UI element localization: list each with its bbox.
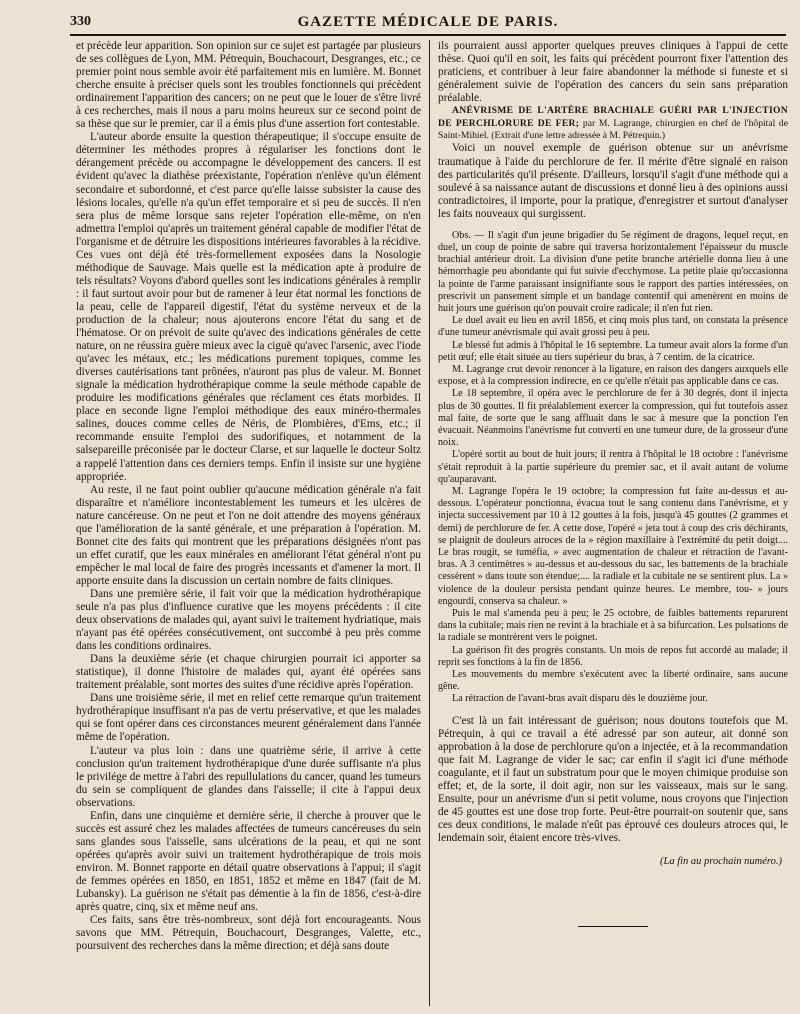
observation-block <box>438 230 788 706</box>
paragraph: Au reste, il ne faut point oublier qu'aucune médication générale n'a fait disparaître et n'améliore incontestablement les tumeurs et les ulcères de nature cancéreuse. On ne peut et l'on ne doit attendre des moyens généraux que l'amélioration de la santé générale, et une préparation à l'opération. M. Bonnet cite des faits qui montrent que les préparations désignées n'ont pas un effet curatif, que les eaux minérales en améliorant l'état général n'ont pu empêcher le mal local de faire des progrès incessants et d'amener la mort. Il apporte ensuite dans la discussion un certain nombre de faits cliniques. <box>76 483 421 587</box>
continuation-note: (La fin au prochain numéro.) <box>659 856 782 868</box>
paragraph: Dans la deuxième série (et chaque chirurgien pourrait ici apporter sa statistique), il donne l'histoire de malades qui, ayant été opérées sans traitement préalable, sont mortes des suites d'une récidive après l'opération. <box>76 653 421 692</box>
article-heading <box>438 105 788 142</box>
article-byline: par M. Lagrange, chirurgien en chef de l'hôpital de Saint-Mihiel. (Extrait d'une lettre adressée à M. Pétrequin.) <box>438 117 788 142</box>
column-divider <box>429 40 430 1006</box>
spacer <box>438 221 788 230</box>
paragraph: Ces faits, sans être très-nombreux, sont déjà fort encourageants. Nous savons que MM. Pétrequin, Bouchacourt, Desgranges, Valette, etc., poursuivent des recherches dans la même direction; et déjà sans doute <box>76 914 421 953</box>
right-column <box>438 40 788 1006</box>
observation-paragraph: La guérison fit des progrès constants. Un mois de repos fut accordé au malade; il reprit ses fonctions à la fin de 1856. <box>438 644 788 668</box>
paragraph: L'auteur va plus loin : dans une quatrième série, il arrive à cette conclusion qu'un traitement hydrothérapique d'une durée suffisante n'a plus le privilége de mettre à l'abri des repullulations du cancer, quand les tumeurs du sein se compliquent de glandes dans l'aisselle; il cite à l'appui deux observations. <box>76 744 421 809</box>
paragraph: et précède leur apparition. Son opinion sur ce sujet est partagée par plusieurs de ses collègues de Lyon, MM. Pétrequin, Bouchacourt, Desgranges, etc.; ce premier point nous semble avoir été parfaitement mis en lumière. M. Bonnet cherche ensuite à préciser quels sont les troubles fonctionnels qui précèdent ordinairement l'apparition des cancers; on ne peut que le louer de s'être livré à ces recherches, mais il nous a paru moins heureux sur ce second point de sa thèse que sur le premier, car il a émis plus d'une assertion fort contestable. <box>76 40 421 131</box>
observation-paragraph: Puis le mal s'amenda peu à peu; le 25 octobre, de faibles battements reparurent dans la cubitale; mais rien ne revint à la brachiale et à sa bifurcation. Les pulsations de la radiale se montrèrent vers le poignet. <box>438 608 788 644</box>
page-header <box>70 10 786 36</box>
paragraph: L'auteur aborde ensuite la question thérapeutique; il s'occupe ensuite de déterminer les méthodes propres à régulariser les fonctions dont le dérangement précède ou accompagne le développement des cancers. Il est évident qu'avec la diathèse préexistante, l'opération n'enlève qu'un élément secondaire et subordonné, et c'est parce qu'elle laisse subsister la cause des lésions locales, qu'elle n'a qu'un effet temporaire et si peu de succès. Il n'en sera plus de même lorsque sans rejeter l'opération elle-même, on n'en admettra l'emploi qu'après un traitement général capable de modifier l'état de l'organisme et de détruire les dispositions intérieures favorables à la récidive. Ces vues ont déjà été très-formellement exposées dans la Nosologie méthodique de Sauvage. Mais quelle est la médication apte à produire de tels résultats? Voyons d'abord quelles sont les indications générales à remplir : il faut surtout avoir pour but de ramener à leur état normal les fonctions de la peau, celle de l'appareil digestif, l'état du système nerveux et de la production de la chaleur; nous ajouterons encore l'état du sang et de l'hématose. Or on prévoit de suite qu'avec des indications générales de cette nature, on ne réussira guère mieux avec la ciguë qu'avec l'arsenic, avec l'iode qu'avec les métaux, etc.; les médications purement topiques, comme les diverses cautérisations tant prônées, n'auront pas plus de valeur. M. Bonnet signale la médication hydrothérapique comme la seule méthode capable de produire les modifications générales que réclament ces états morbides. Il place en seconde ligne l'emploi méthodique des eaux minéro-thermales salines, douces comme celles de Néris, de Plombières, d'Ems, etc.; il recommande ensuite l'emploi des sudorifiques, et notamment de la salsepareille préconisée par le docteur Clarse, et sur laquelle le docteur Soltz a rappelé l'attention dans ces derniers temps. Enfin il insiste sur une hygiène appropriée. <box>76 131 421 483</box>
page-number: 330 <box>70 14 91 29</box>
header-rule <box>70 34 786 36</box>
paragraph: Dans une troisième série, il met en relief cette remarque qu'un traitement hydrothérapique insuffisant n'a pas de vertu préservative, et que les malades qui se font opérer dans ces circonstances meurent généralement dans l'année même de l'opération. <box>76 692 421 744</box>
paragraph: Dans une première série, il fait voir que la médication hydrothérapique seule n'a pas plus d'influence curative que les moyens précédents : il cite deux observations de malades qui, ayant suivi le traitement hydriatique, mais n'ayant pas été opérées consécutivement, ont succombé à peu près comme dans les conditions ordinaires. <box>76 587 421 653</box>
observation-paragraph: M. Lagrange l'opéra le 19 octobre; la compression fut faite au-dessus et au-dessous. L'opérateur ponctionna, évacua tout le sang contenu dans l'anévrisme, et y injecta successivement par 10 à 12 gouttes à la fois, jusqu'à 45 gouttes (2 grammes et demi) de perchlorure de fer. A cette dose, l'opéré « jeta tout à coup des cris déchirants, se plaignit de douleurs atroces de la » région maxillaire à l'extrémité du petit doigt.... Le bras rougit, se tuméfia, » avec augmentation de chaleur et rétraction de l'avant-bras. A 3 centimètres » au-dessus et au-dessous du sac, les battements de la brachiale cessèrent » dans toute son étendue;.... la radiale et la cubitale ne se sentirent plus. La » violence de la douleur persista pendant quinze heures. Le membre, tou- » jours engourdi, conserva sa chaleur. » <box>438 486 788 607</box>
observation-paragraph: Le duel avait eu lieu en avril 1856, et cinq mois plus tard, on constata la présence d'une tumeur anévrismale qui avait grossi peu à peu. <box>438 315 788 339</box>
observation-paragraph: Le 18 septembre, il opéra avec le perchlorure de fer à 30 degrés, dont il injecta plus de 30 gouttes. Il fit préalablement exercer la compression, qui fut toutefois assez mal faite, de sorte que le sang affluait dans le sac à mesure que la ponction l'en évacuait. Néanmoins l'anévrisme fut converti en une tumeur dure, de la grosseur d'une noix. <box>438 388 788 449</box>
observation-paragraph: La rétraction de l'avant-bras avait disparu dès le douzième jour. <box>452 693 708 705</box>
journal-title: GAZETTE MÉDICALE DE PARIS. <box>297 14 559 30</box>
observation-paragraph: L'opéré sortit au bout de huit jours; il rentra à l'hôpital le 18 octobre : l'anévrisme s'était reproduit à la partie supérieure du premier sac, et il avait autant de volume qu'auparavant. <box>438 449 788 485</box>
spacer <box>438 706 788 715</box>
article-intro: Voici un nouvel exemple de guérison obtenue sur un anévrisme traumatique à l'aide du perchlorure de fer. Il mérite d'être signalé en raison des particularités qu'il présente. D'ailleurs, lorsqu'il s'agit d'une méthode qui a soulevé à sa naissance autant de discussions et donné lieu à des opinions aussi contradictoires, il importe, pour la pratique, d'enregistrer et surtout d'analyser les faits nouveaux qui surgissent. <box>438 142 788 220</box>
end-rule <box>578 926 648 927</box>
article-title: ANÉVRISME DE L'ARTÈRE BRACHIALE GUÉRI PAR L'INJECTION DE PERCHLORURE DE FER; <box>438 105 788 129</box>
observation-paragraph: M. Lagrange crut devoir renoncer à la ligature, en raison des dangers auxquels elle expose, et à la compression indirecte, en ce qu'elle n'était pas applicable dans ce cas. <box>438 363 788 388</box>
paragraph: ils pourraient aussi apporter quelques preuves cliniques à l'appui de cette thèse. Quoi qu'il en soit, les faits qui précèdent pourront fixer l'attention des praticiens, et contribuer à leur faire abandonner la méthode si funeste et si généralement suivie de l'opération des cancers du sein sans préparation préalable. <box>438 40 788 105</box>
observation-paragraph: Obs. — Il s'agit d'un jeune brigadier du 5e régiment de dragons, lequel reçut, en duel, un coup de pointe de sabre qui traversa horizontalement l'épaisseur du muscle brachial antérieur droit. La division d'une petite branche artérielle donna lieu à une hémorrhagie peu abondante qui fut suivie d'ecchymose. La petite plaie qu'occasionna la pointe de l'arme paraissant insignifiante sous le rapport des parties intéressées, on prescrivit un pansement simple et un bandage contentif qui amenèrent en moins de huit jours une guérison qu'on pouvait croire radicale; il n'en fut rien. <box>438 229 788 314</box>
left-column <box>76 40 421 1006</box>
observation-paragraph: Le blessé fut admis à l'hôpital le 16 septembre. La tumeur avait alors la forme d'un petit œuf; elle était située au tiers supérieur du bras, à 7 centim. de la cicatrice. <box>438 339 788 363</box>
observation-paragraph: Les mouvements du membre s'exécutent avec la liberté ordinaire, sans aucune gêne. <box>438 669 788 693</box>
commentary-paragraph: C'est là un fait intéressant de guérison; nous doutons toutefois que M. Pétrequin, à qui ce travail a été adressé par son auteur, ait donné son approbation à la dose de perchlorure qu'on a injectée, et à la recommandation que fait M. Lagrange de vider le sac; car enfin il s'agit ici d'une méthode coagulante, et il faut un substratum pour que le moyen chimique produise son effet; et, de la sorte, il doit agir, non sur les vaisseaux, mais sur le sang. Ensuite, pour un anévrisme d'un si petit volume, nous croyons que l'injection de 45 gouttes est une dose trop forte. Peut-être pourrait-on soutenir que, sans ces deux conditions, le malade n'eût pas éprouvé ces douleurs atroces qui, le lendemain soir, étaient encore très-vives. <box>438 714 788 845</box>
paragraph: Enfin, dans une cinquième et dernière série, il cherche à prouver que le succès est assuré chez les malades affectées de tumeurs cancéreuses du sein sans glandes sous l'aisselle, sans ulcérations de la peau, et qui ne sont opérées qu'après avoir suivi un traitement hydrothérapique de trois mois environ. M. Bonnet rapporte en détail quatre observations à l'appui; il s'agit de femmes opérées en 1850, en 1851, 1852 et même en 1847 (fait de M. Lubansky). La guérison ne s'était pas démentie à la fin de 1856, c'est-à-dire après quatre, cinq, six et même neuf ans. <box>76 809 421 914</box>
